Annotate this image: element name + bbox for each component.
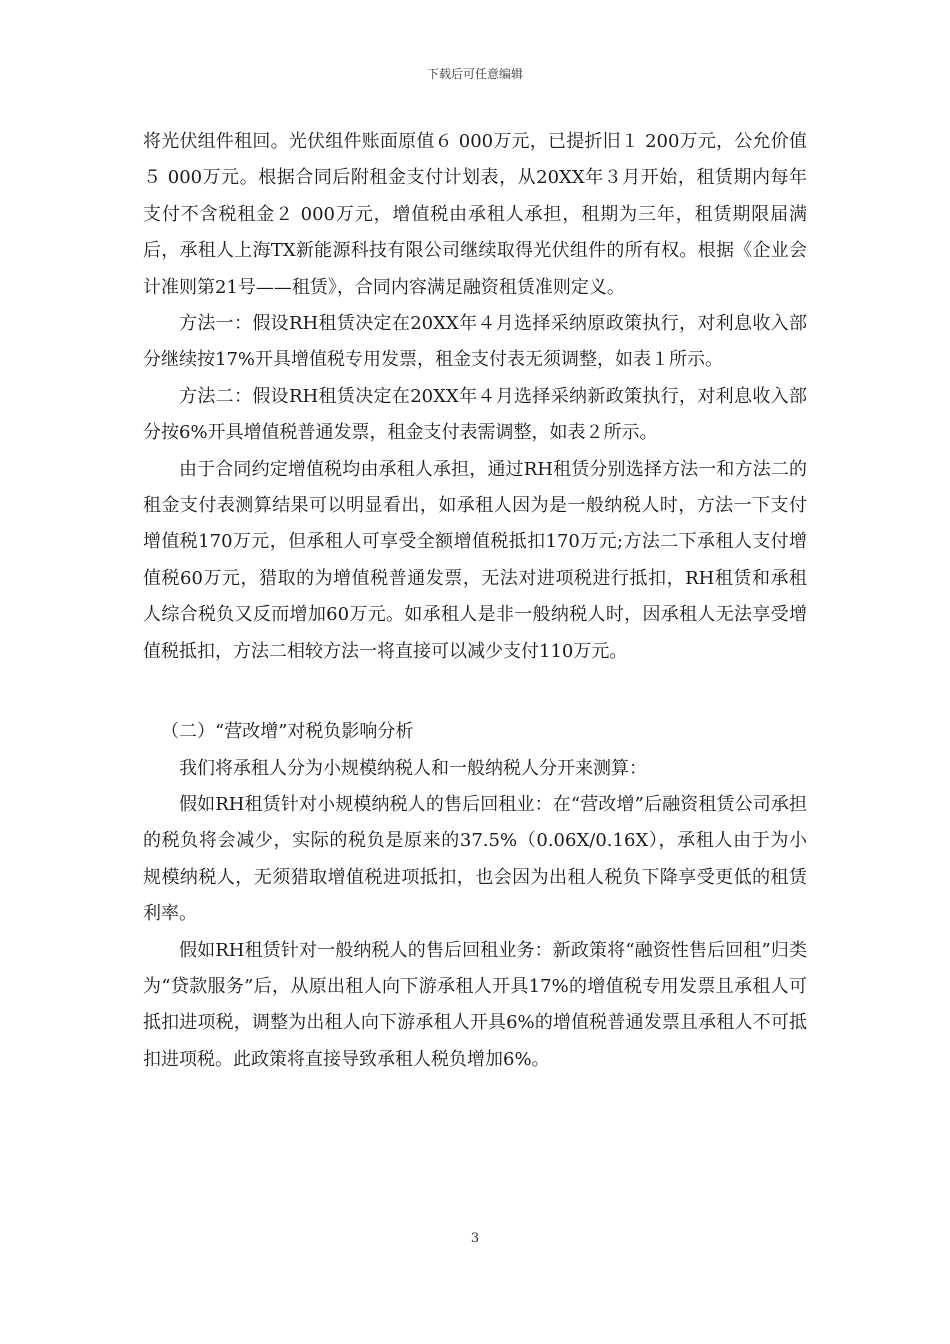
- section-heading: （二）“营改增”对税负影响分析: [161, 721, 414, 743]
- page-header: 下载后可任意编辑: [426, 67, 523, 81]
- page-number: 3: [470, 1231, 480, 1246]
- document-body: [143, 124, 807, 1078]
- paragraph-small-taxpayer: 假如RH租赁针对小规模纳税人的售后回租业：在“营改增”后融资租赁公司承担的税负将会减少，实际的税负是原来的37.5%（0.06X/0.16X），承租人由于为小规模纳税人，无须猎取增值税进项抵扣，也会因为出租人税负下降享受更低的租赁利率。: [143, 793, 807, 925]
- paragraph-method-one: 方法一：假设RH租赁决定在20XX年４月选择采纳原政策执行，对利息收入部分继续按17%开具增值税专用发票，租金支付表无须调整，如表１所示。: [143, 313, 807, 371]
- paragraph-general-taxpayer: 假如RH租赁针对一般纳税人的售后回租业务：新政策将“融资性售后回租”归类为“贷款服务”后，从原出租人向下游承租人开具17%的增值税专用发票且承租人可抵扣进项税，调整为出租人向下游承租人开具6%的增值税普通发票且承租人不可抵扣进项税。此政策将直接导致承租人税负增加6%。: [143, 939, 807, 1070]
- paragraph-lease-background: 将光伏组件租回。光伏组件账面原值６ 000万元，已提折旧１ 200万元，公允价值５ 000万元。根据合同后附租金支付计划表，从20XX年３月开始，租赁期内每年支付不含税租金２ 000万元，增值税由承租人承担，租期为三年，租赁期限届满后，承租人上海TX新能源科技有限公司继续取得光伏组件的所有权。根据《企业会计准则第21号——租赁》，合同内容满足融资租赁准则定义。: [143, 131, 807, 298]
- paragraph-comparison: 由于合同约定增值税均由承租人承担，通过RH租赁分别选择方法一和方法二的租金支付表测算结果可以明显看出，如承租人因为是一般纳税人时，方法一下支付增值税170万元，但承租人可享受全额增值税抵扣170万元;方法二下承租人支付增值税60万元，猎取的为增值税普通发票，无法对进项税进行抵扣，RH租赁和承租人综合税负又反而增加60万元。如承租人是非一般纳税人时，因承租人无法享受增值税抵扣，方法二相较方法一将直接可以减少支付110万元。: [143, 458, 807, 662]
- paragraph-taxpayer-split: 我们将承租人分为小规模纳税人和一般纳税人分开来测算：: [179, 757, 647, 779]
- paragraph-method-two: 方法二：假设RH租赁决定在20XX年４月选择采纳新政策执行，对利息收入部分按6%开具增值税普通发票，租金支付表需调整，如表２所示。: [143, 385, 807, 444]
